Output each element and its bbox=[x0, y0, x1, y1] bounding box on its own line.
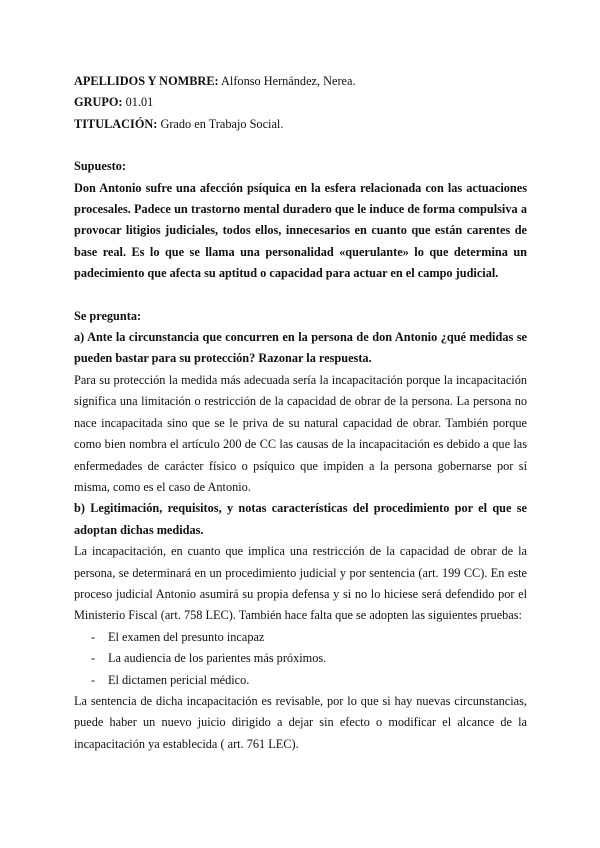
name-value: Alfonso Hernández, Nerea. bbox=[221, 74, 356, 88]
answer-b-closing: La sentencia de dicha incapacitación es revisable, por lo que si hay nuevas circunstancias, puede haber un nuevo juicio dirigido a dejar sin efecto o modificar el alcance de la incapacitación ya establecida ( art. 761 LEC). bbox=[74, 693, 527, 751]
answer-b: La incapacitación, en cuanto que implica una restricción de la capacidad de obrar de la persona, se determinará en un procedimiento judicial y por sentencia (art. 199 CC). En este proceso judicial Antonio asumirá su propia defensa y si no lo hiciese será defendido por el Ministerio Fiscal (art. 758 LEC). También hace falta que se adopten las siguientes pruebas: bbox=[74, 544, 527, 623]
list-item: - El dictamen pericial médico. bbox=[91, 670, 527, 691]
document-body bbox=[74, 71, 527, 755]
group-line bbox=[74, 92, 527, 113]
name-label: APELLIDOS Y NOMBRE: bbox=[74, 74, 219, 88]
list-item: - La audiencia de los parientes más próximos. bbox=[91, 648, 527, 669]
questions-heading: Se pregunta: bbox=[74, 308, 142, 323]
question-b: b) Legitimación, requisitos, y notas características del procedimiento por el que se adoptan dichas medidas. bbox=[74, 501, 527, 537]
question-a: a) Ante la circunstancia que concurren en la persona de don Antonio ¿qué medidas se pueden bastar para su protección? Razonar la respuesta. bbox=[74, 330, 527, 366]
answer-a: Para su protección la medida más adecuada sería la incapacitación porque la incapacitación significa una limitación o restricción de la capacidad de obrar de la persona. La persona no nace incapacitada sino que se le priva de su natural capacidad de obrar. También porque como bien nombra el artículo 200 de CC las causas de la incapacitación es debido a que las enfermedades de carácter físico o psíquico que impiden a la persona gobernarse por sí misma, como es el caso de Antonio. bbox=[74, 372, 527, 494]
group-value: 01.01 bbox=[125, 95, 154, 110]
list-item: - El examen del presunto incapaz bbox=[91, 627, 527, 648]
degree-label: TITULACIÓN: bbox=[74, 116, 158, 131]
student-name-line bbox=[74, 71, 527, 92]
degree-line bbox=[74, 114, 527, 135]
case-text: Don Antonio sufre una afección psíquica en la esfera relacionada con las actuaciones procesales. Padece un trastorno mental duradero que le induce de forma compulsiva a provocar litigios judiciales, todos ellos, innecesarios en cuanto que están carentes de base real. Es lo que se llama una personalidad «querulante» lo que determina un padecimiento que afecta su aptitud o capacidad para actuar en el campo judicial. bbox=[74, 180, 527, 281]
group-label: GRUPO: bbox=[74, 95, 123, 110]
evidence-list bbox=[74, 627, 527, 691]
case-heading: Supuesto: bbox=[74, 159, 126, 174]
degree-value: Grado en Trabajo Social. bbox=[160, 116, 284, 131]
